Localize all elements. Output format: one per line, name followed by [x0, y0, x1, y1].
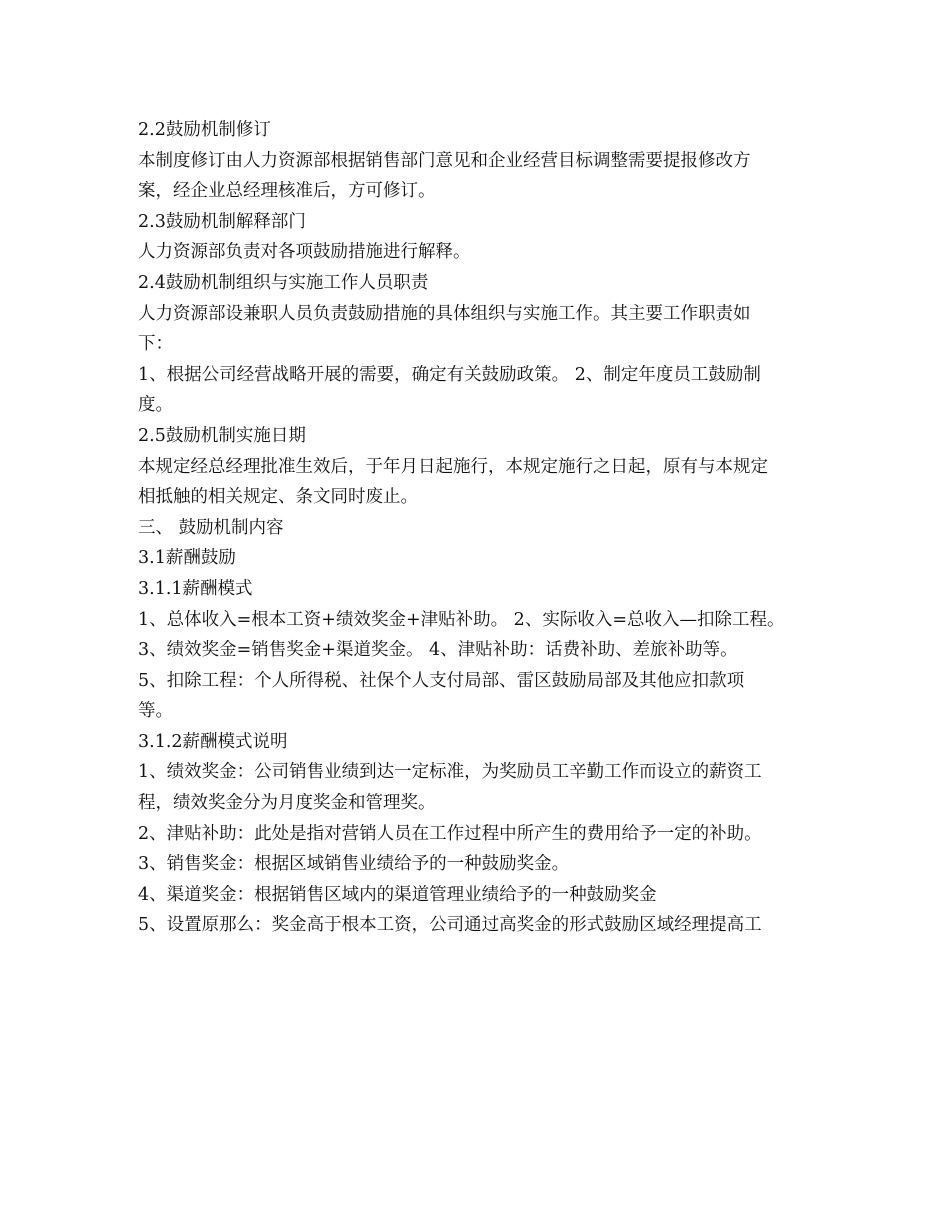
- paragraph-line: 人力资源部设兼职人员负责鼓励措施的具体组织与实施工作。其主要工作职责如: [138, 303, 751, 324]
- list-item-line: 4、渠道奖金：根据销售区域内的渠道管理业绩给予的一种鼓励奖金: [138, 884, 657, 905]
- list-item-line: 1、总体收入=根本工资+绩效奖金+津贴补助。 2、实际收入=总收入—扣除工程。: [138, 609, 785, 630]
- list-item-line: 程，绩效奖金分为月度奖金和管理奖。: [138, 793, 436, 814]
- list-item-line: 1、绩效奖金：公司销售业绩到达一定标准，为奖励员工辛勤工作而设立的薪资工: [138, 762, 762, 783]
- paragraph-line: 本制度修订由人力资源部根据销售部门意见和企业经营目标调整需要提报修改方: [138, 150, 751, 171]
- document-body: [138, 115, 818, 941]
- heading-3-1-1: 3.1.1薪酬模式: [138, 578, 253, 599]
- list-item-line: 5、设置原那么：奖金高于根本工资，公司通过高奖金的形式鼓励区域经理提高工: [138, 915, 762, 936]
- paragraph-line: 下：: [138, 334, 173, 355]
- heading-3-1: 3.1薪酬鼓励: [138, 548, 236, 569]
- heading-2-2: 2.2鼓励机制修订: [138, 120, 271, 140]
- heading-2-3: 2.3鼓励机制解释部门: [138, 211, 306, 232]
- list-item-line: 2、津贴补助：此处是指对营销人员在工作过程中所产生的费用给予一定的补助。: [138, 823, 762, 844]
- paragraph-line: 人力资源部负责对各项鼓励措施进行解释。: [138, 242, 471, 263]
- section-heading-3: 三、 鼓励机制内容: [138, 517, 284, 538]
- paragraph-line: 本规定经总经理批准生效后，于年月日起施行，本规定施行之日起，原有与本规定: [138, 456, 768, 477]
- list-item-line: 等。: [138, 701, 173, 722]
- list-item-line: 1、根据公司经营战略开展的需要，确定有关鼓励政策。 2、制定年度员工鼓励制: [138, 364, 761, 385]
- list-item-line: 度。: [138, 395, 173, 416]
- heading-2-5: 2.5鼓励机制实施日期: [138, 425, 306, 446]
- list-item-line: 5、扣除工程：个人所得税、社保个人支付局部、雷区鼓励局部及其他应扣款项: [138, 670, 745, 691]
- heading-2-4: 2.4鼓励机制组织与实施工作人员职责: [138, 272, 429, 293]
- list-item-line: 3、销售奖金：根据区域销售业绩给予的一种鼓励奖金。: [138, 854, 570, 875]
- paragraph-line: 相抵触的相关规定、条文同时废止。: [138, 487, 418, 508]
- paragraph-line: 案，经企业总经理核准后，方可修订。: [138, 181, 436, 202]
- heading-3-1-2: 3.1.2薪酬模式说明: [138, 731, 288, 752]
- list-item-line: 3、绩效奖金=销售奖金+渠道奖金。 4、津贴补助：话费补助、差旅补助等。: [138, 640, 738, 661]
